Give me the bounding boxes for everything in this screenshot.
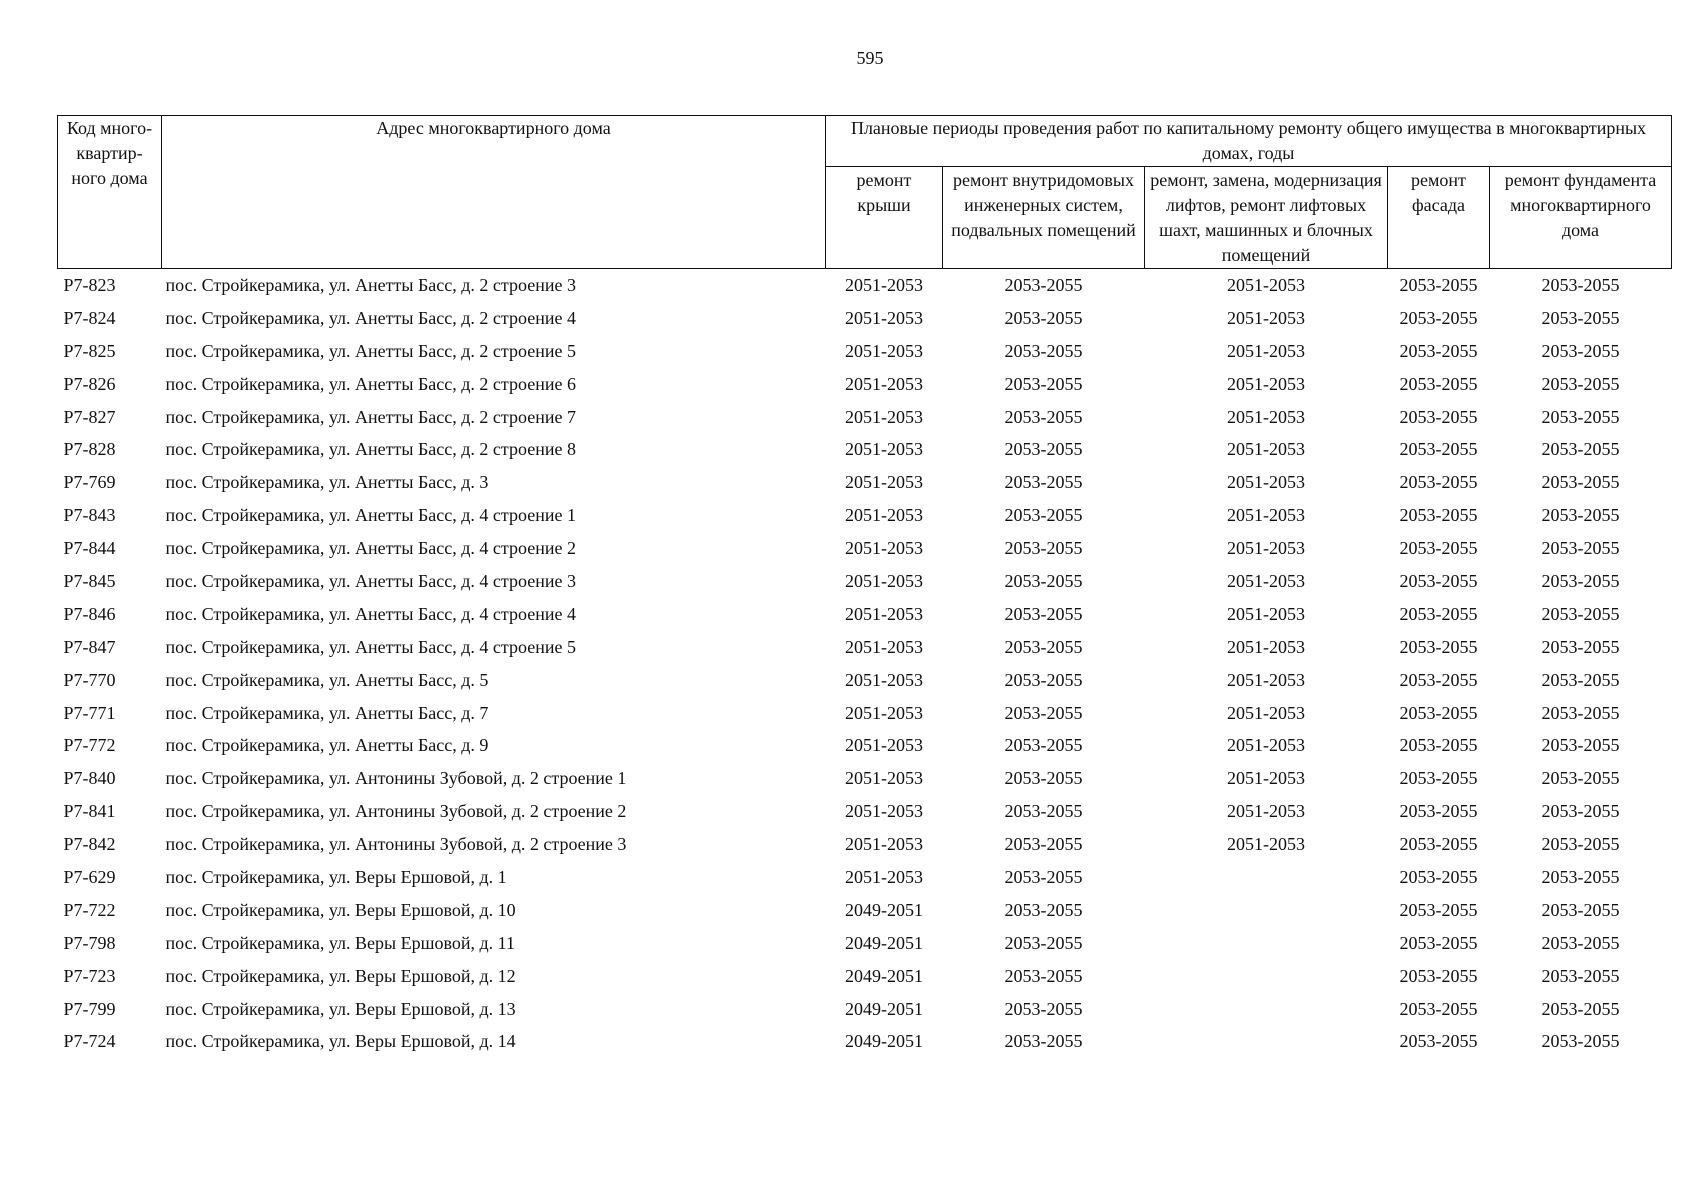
cell-engineering: 2053-2055 — [1004, 899, 1083, 920]
cell-roof: 2049-2051 — [845, 1031, 923, 1052]
cell-foundation: 2053-2055 — [1541, 636, 1620, 657]
table-row — [58, 401, 1672, 434]
cell-elevators: 2051-2053 — [1227, 439, 1305, 460]
header-code: Код много-квартир-ного дома — [58, 116, 162, 269]
cell-engineering: 2053-2055 — [1004, 965, 1083, 986]
cell-code: Р7-825 — [63, 340, 116, 361]
cell-code: Р7-723 — [63, 965, 116, 986]
cell-roof: 2051-2053 — [845, 505, 923, 526]
table-row — [58, 433, 1672, 466]
cell-code: Р7-844 — [63, 538, 116, 559]
cell-foundation: 2053-2055 — [1541, 669, 1620, 690]
cell-foundation: 2053-2055 — [1541, 307, 1620, 328]
table-row — [58, 762, 1672, 795]
cell-code: Р7-842 — [63, 834, 116, 855]
table-row — [58, 861, 1672, 894]
cell-code: Р7-824 — [63, 307, 116, 328]
cell-foundation: 2053-2055 — [1541, 505, 1620, 526]
cell-foundation: 2053-2055 — [1541, 406, 1620, 427]
cell-address: пос. Стройкерамика, ул. Анетты Басс, д. 2 строение 8 — [165, 439, 576, 460]
cell-roof: 2049-2051 — [845, 932, 923, 953]
cell-engineering: 2053-2055 — [1004, 307, 1083, 328]
cell-roof: 2051-2053 — [845, 636, 923, 657]
cell-address: пос. Стройкерамика, ул. Анетты Басс, д. 4 строение 3 — [165, 570, 576, 591]
cell-facade: 2053-2055 — [1399, 702, 1478, 723]
cell-roof: 2051-2053 — [845, 373, 923, 394]
cell-elevators: 2051-2053 — [1227, 834, 1305, 855]
cell-facade: 2053-2055 — [1399, 307, 1478, 328]
header-elevators: ремонт, замена, модернизация лифтов, ремонт лифтовых шахт, машинных и блочных помещений — [1145, 167, 1388, 269]
cell-roof: 2051-2053 — [845, 669, 923, 690]
cell-elevators: 2051-2053 — [1227, 340, 1305, 361]
cell-address: пос. Стройкерамика, ул. Веры Ершовой, д. 11 — [165, 932, 515, 953]
cell-elevators: 2051-2053 — [1227, 801, 1305, 822]
cell-facade: 2053-2055 — [1399, 373, 1478, 394]
cell-code: Р7-827 — [63, 406, 116, 427]
cell-roof: 2049-2051 — [845, 965, 923, 986]
cell-roof: 2051-2053 — [845, 603, 923, 624]
repair-schedule-table — [57, 115, 1672, 1058]
cell-engineering: 2053-2055 — [1004, 439, 1083, 460]
cell-foundation: 2053-2055 — [1541, 834, 1620, 855]
cell-code: Р7-846 — [63, 603, 116, 624]
cell-foundation: 2053-2055 — [1541, 702, 1620, 723]
cell-roof: 2051-2053 — [845, 866, 923, 887]
cell-code: Р7-845 — [63, 570, 116, 591]
table-row — [58, 927, 1672, 960]
cell-engineering: 2053-2055 — [1004, 735, 1083, 756]
cell-engineering: 2053-2055 — [1004, 274, 1083, 295]
cell-facade: 2053-2055 — [1399, 439, 1478, 460]
table-row — [58, 631, 1672, 664]
cell-foundation: 2053-2055 — [1541, 274, 1620, 295]
table-row — [58, 565, 1672, 598]
cell-facade: 2053-2055 — [1399, 899, 1478, 920]
table-row — [58, 335, 1672, 368]
cell-engineering: 2053-2055 — [1004, 570, 1083, 591]
cell-code: Р7-772 — [63, 735, 116, 756]
cell-address: пос. Стройкерамика, ул. Веры Ершовой, д. 14 — [165, 1031, 516, 1052]
cell-elevators: 2051-2053 — [1227, 274, 1305, 295]
cell-facade: 2053-2055 — [1399, 998, 1478, 1019]
cell-address: пос. Стройкерамика, ул. Анетты Басс, д. 4 строение 1 — [165, 505, 576, 526]
cell-engineering: 2053-2055 — [1004, 1031, 1083, 1052]
cell-foundation: 2053-2055 — [1541, 899, 1620, 920]
cell-foundation: 2053-2055 — [1541, 768, 1620, 789]
cell-engineering: 2053-2055 — [1004, 340, 1083, 361]
table-row — [58, 1025, 1672, 1058]
cell-facade: 2053-2055 — [1399, 538, 1478, 559]
cell-foundation: 2053-2055 — [1541, 998, 1620, 1019]
cell-roof: 2051-2053 — [845, 307, 923, 328]
cell-code: Р7-826 — [63, 373, 116, 394]
page-number: 595 — [856, 48, 884, 68]
cell-address: пос. Стройкерамика, ул. Анетты Басс, д. 4 строение 5 — [165, 636, 576, 657]
cell-engineering: 2053-2055 — [1004, 866, 1083, 887]
table-row — [58, 466, 1672, 499]
cell-roof: 2051-2053 — [845, 340, 923, 361]
cell-engineering: 2053-2055 — [1004, 998, 1083, 1019]
cell-code: Р7-724 — [63, 1031, 116, 1052]
cell-engineering: 2053-2055 — [1004, 932, 1083, 953]
cell-facade: 2053-2055 — [1399, 603, 1478, 624]
cell-engineering: 2053-2055 — [1004, 406, 1083, 427]
header-engineering: ремонт внутридомовых инженерных систем, подвальных помещений — [943, 167, 1145, 269]
cell-elevators: 2051-2053 — [1227, 472, 1305, 493]
table-row — [58, 795, 1672, 828]
cell-elevators — [1145, 894, 1388, 927]
cell-code: Р7-770 — [63, 669, 116, 690]
cell-roof: 2051-2053 — [845, 768, 923, 789]
cell-address: пос. Стройкерамика, ул. Веры Ершовой, д. 13 — [165, 998, 516, 1019]
cell-address: пос. Стройкерамика, ул. Анетты Басс, д. 7 — [165, 702, 489, 723]
cell-roof: 2051-2053 — [845, 538, 923, 559]
cell-engineering: 2053-2055 — [1004, 834, 1083, 855]
cell-engineering: 2053-2055 — [1004, 373, 1083, 394]
cell-foundation: 2053-2055 — [1541, 1031, 1620, 1052]
cell-facade: 2053-2055 — [1399, 570, 1478, 591]
cell-facade: 2053-2055 — [1399, 1031, 1478, 1052]
cell-elevators: 2051-2053 — [1227, 669, 1305, 690]
cell-facade: 2053-2055 — [1399, 505, 1478, 526]
cell-address: пос. Стройкерамика, ул. Анетты Басс, д. 2 строение 7 — [165, 406, 576, 427]
cell-foundation: 2053-2055 — [1541, 932, 1620, 953]
cell-code: Р7-828 — [63, 439, 116, 460]
cell-elevators: 2051-2053 — [1227, 505, 1305, 526]
cell-facade: 2053-2055 — [1399, 801, 1478, 822]
header-address: Адрес многоквартирного дома — [162, 116, 826, 269]
cell-foundation: 2053-2055 — [1541, 439, 1620, 460]
cell-code: Р7-840 — [63, 768, 116, 789]
cell-engineering: 2053-2055 — [1004, 669, 1083, 690]
table-row — [58, 894, 1672, 927]
cell-code: Р7-629 — [63, 866, 116, 887]
cell-elevators: 2051-2053 — [1227, 406, 1305, 427]
table-row — [58, 664, 1672, 697]
cell-roof: 2051-2053 — [845, 406, 923, 427]
cell-facade: 2053-2055 — [1399, 340, 1478, 361]
cell-foundation: 2053-2055 — [1541, 472, 1620, 493]
cell-foundation: 2053-2055 — [1541, 570, 1620, 591]
cell-code: Р7-823 — [63, 274, 116, 295]
cell-facade: 2053-2055 — [1399, 834, 1478, 855]
cell-facade: 2053-2055 — [1399, 866, 1478, 887]
cell-address: пос. Стройкерамика, ул. Анетты Басс, д. 5 — [165, 669, 489, 690]
table-row — [58, 993, 1672, 1026]
cell-address: пос. Стройкерамика, ул. Антонины Зубовой, д. 2 строение 2 — [165, 801, 627, 822]
cell-foundation: 2053-2055 — [1541, 965, 1620, 986]
cell-elevators — [1145, 1025, 1388, 1058]
cell-roof: 2051-2053 — [845, 274, 923, 295]
cell-code: Р7-722 — [63, 899, 116, 920]
table-row — [58, 368, 1672, 401]
cell-engineering: 2053-2055 — [1004, 472, 1083, 493]
cell-address: пос. Стройкерамика, ул. Веры Ершовой, д. 10 — [165, 899, 516, 920]
cell-code: Р7-847 — [63, 636, 116, 657]
cell-facade: 2053-2055 — [1399, 472, 1478, 493]
cell-facade: 2053-2055 — [1399, 735, 1478, 756]
table-header — [58, 116, 1672, 269]
cell-facade: 2053-2055 — [1399, 768, 1478, 789]
cell-roof: 2051-2053 — [845, 439, 923, 460]
cell-code: Р7-799 — [63, 998, 116, 1019]
cell-address: пос. Стройкерамика, ул. Анетты Басс, д. 2 строение 6 — [165, 373, 576, 394]
cell-roof: 2051-2053 — [845, 472, 923, 493]
table-row — [58, 828, 1672, 861]
header-periods-title: Плановые периоды проведения работ по капитальному ремонту общего имущества в многоквартирных домах, годы — [826, 116, 1672, 167]
cell-elevators — [1145, 927, 1388, 960]
cell-address: пос. Стройкерамика, ул. Анетты Басс, д. 4 строение 4 — [165, 603, 576, 624]
cell-elevators: 2051-2053 — [1227, 373, 1305, 394]
cell-elevators: 2051-2053 — [1227, 702, 1305, 723]
cell-roof: 2049-2051 — [845, 899, 923, 920]
table-row — [58, 598, 1672, 631]
table-row — [58, 697, 1672, 730]
cell-engineering: 2053-2055 — [1004, 702, 1083, 723]
cell-address: пос. Стройкерамика, ул. Анетты Басс, д. 2 строение 3 — [165, 274, 576, 295]
cell-foundation: 2053-2055 — [1541, 373, 1620, 394]
cell-engineering: 2053-2055 — [1004, 505, 1083, 526]
cell-facade: 2053-2055 — [1399, 965, 1478, 986]
cell-foundation: 2053-2055 — [1541, 538, 1620, 559]
cell-facade: 2053-2055 — [1399, 636, 1478, 657]
table-row — [58, 499, 1672, 532]
cell-elevators: 2051-2053 — [1227, 570, 1305, 591]
cell-facade: 2053-2055 — [1399, 669, 1478, 690]
table-row — [58, 532, 1672, 565]
cell-address: пос. Стройкерамика, ул. Анетты Басс, д. 4 строение 2 — [165, 538, 576, 559]
cell-address: пос. Стройкерамика, ул. Веры Ершовой, д. 1 — [165, 866, 507, 887]
cell-address: пос. Стройкерамика, ул. Антонины Зубовой, д. 2 строение 3 — [165, 834, 627, 855]
table-row — [58, 269, 1672, 302]
cell-code: Р7-771 — [63, 702, 116, 723]
cell-foundation: 2053-2055 — [1541, 801, 1620, 822]
cell-code: Р7-769 — [63, 472, 116, 493]
cell-roof: 2051-2053 — [845, 702, 923, 723]
cell-elevators: 2051-2053 — [1227, 603, 1305, 624]
cell-engineering: 2053-2055 — [1004, 636, 1083, 657]
cell-code: Р7-841 — [63, 801, 116, 822]
table-row — [58, 302, 1672, 335]
cell-roof: 2051-2053 — [845, 570, 923, 591]
header-foundation: ремонт фундамента многоквартирного дома — [1490, 167, 1672, 269]
cell-elevators: 2051-2053 — [1227, 307, 1305, 328]
cell-elevators — [1145, 861, 1388, 894]
cell-address: пос. Стройкерамика, ул. Анетты Басс, д. 3 — [165, 472, 489, 493]
table-row — [58, 960, 1672, 993]
cell-elevators — [1145, 960, 1388, 993]
cell-elevators: 2051-2053 — [1227, 735, 1305, 756]
header-facade: ремонт фасада — [1388, 167, 1490, 269]
cell-foundation: 2053-2055 — [1541, 603, 1620, 624]
cell-facade: 2053-2055 — [1399, 932, 1478, 953]
cell-code: Р7-798 — [63, 932, 116, 953]
table-row — [58, 729, 1672, 762]
cell-foundation: 2053-2055 — [1541, 735, 1620, 756]
cell-address: пос. Стройкерамика, ул. Анетты Басс, д. 9 — [165, 735, 489, 756]
cell-roof: 2051-2053 — [845, 735, 923, 756]
cell-facade: 2053-2055 — [1399, 274, 1478, 295]
table-body — [58, 269, 1672, 1059]
cell-engineering: 2053-2055 — [1004, 538, 1083, 559]
cell-address: пос. Стройкерамика, ул. Анетты Басс, д. 2 строение 4 — [165, 307, 576, 328]
cell-engineering: 2053-2055 — [1004, 603, 1083, 624]
cell-roof: 2049-2051 — [845, 998, 923, 1019]
cell-foundation: 2053-2055 — [1541, 866, 1620, 887]
header-roof: ремонт крыши — [826, 167, 943, 269]
cell-address: пос. Стройкерамика, ул. Антонины Зубовой, д. 2 строение 1 — [165, 768, 627, 789]
cell-elevators — [1145, 993, 1388, 1026]
cell-engineering: 2053-2055 — [1004, 768, 1083, 789]
cell-engineering: 2053-2055 — [1004, 801, 1083, 822]
cell-elevators: 2051-2053 — [1227, 538, 1305, 559]
cell-address: пос. Стройкерамика, ул. Анетты Басс, д. 2 строение 5 — [165, 340, 576, 361]
cell-elevators: 2051-2053 — [1227, 636, 1305, 657]
cell-roof: 2051-2053 — [845, 834, 923, 855]
cell-facade: 2053-2055 — [1399, 406, 1478, 427]
cell-elevators: 2051-2053 — [1227, 768, 1305, 789]
cell-address: пос. Стройкерамика, ул. Веры Ершовой, д. 12 — [165, 965, 516, 986]
cell-code: Р7-843 — [63, 505, 116, 526]
cell-foundation: 2053-2055 — [1541, 340, 1620, 361]
cell-roof: 2051-2053 — [845, 801, 923, 822]
